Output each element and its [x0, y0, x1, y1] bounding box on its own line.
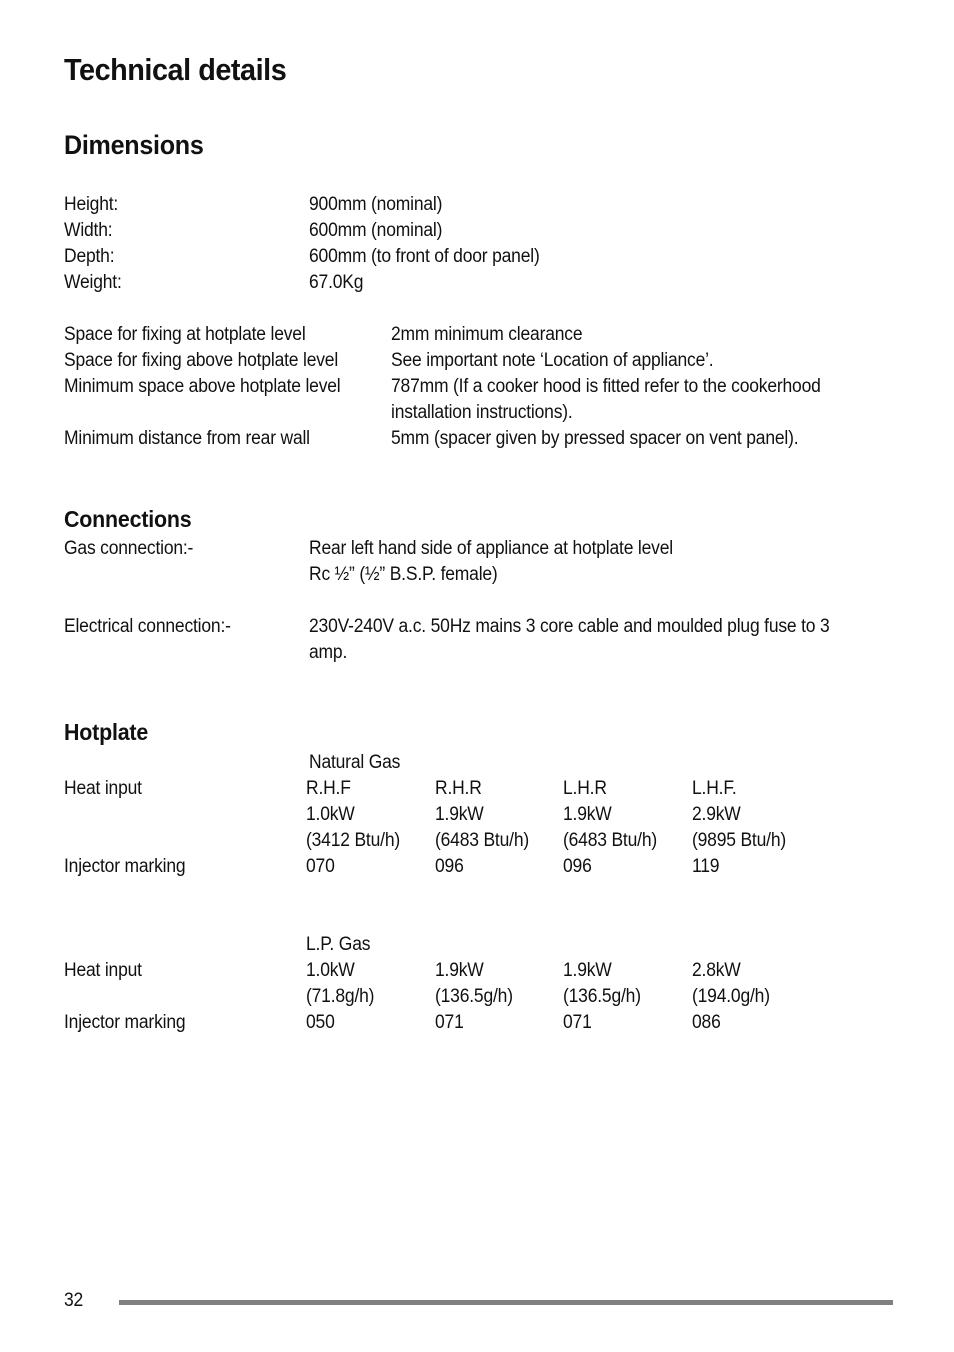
burner-kw: 1.9kW [563, 804, 612, 825]
hotplate-heading: Hotplate [64, 719, 149, 745]
depth-value: 600mm (to front of door panel) [309, 246, 540, 267]
injector-marking: 050 [306, 1012, 335, 1033]
burner-name: L.H.F. [692, 778, 737, 799]
injector-marking: 119 [692, 856, 720, 877]
burner-rate: (71.8g/h) [306, 986, 375, 1007]
burner-name: L.H.R [563, 778, 607, 799]
spacing-value: See important note ‘Location of appliance’. [391, 350, 714, 371]
burner-kw: 1.0kW [306, 804, 355, 825]
burner-btu: (3412 Btu/h) [306, 830, 400, 851]
burner-kw: 1.9kW [563, 960, 612, 981]
injector-marking: 086 [692, 1012, 721, 1033]
burner-kw: 2.9kW [692, 804, 741, 825]
burner-name: R.H.R [435, 778, 482, 799]
burner-btu: (9895 Btu/h) [692, 830, 786, 851]
injector-marking-label: Injector marking [64, 1012, 186, 1033]
gas-connection-value: Rear left hand side of appliance at hotplate level [309, 538, 673, 559]
spacing-value: 2mm minimum clearance [391, 324, 583, 345]
burner-kw: 1.0kW [306, 960, 355, 981]
injector-marking: 071 [435, 1012, 464, 1033]
weight-label: Weight: [64, 272, 122, 293]
page-number: 32 [64, 1290, 84, 1311]
depth-label: Depth: [64, 246, 115, 267]
electrical-connection-label: Electrical connection:- [64, 616, 231, 637]
spacing-label: Space for fixing at hotplate level [64, 324, 306, 345]
injector-marking-label: Injector marking [64, 856, 186, 877]
footer-rule [119, 1300, 893, 1305]
electrical-connection-value: amp. [309, 642, 348, 663]
lp-gas-title: L.P. Gas [306, 934, 371, 955]
spacing-value: 787mm (If a cooker hood is fitted refer to the cookerhood [391, 376, 821, 397]
width-label: Width: [64, 220, 113, 241]
spacing-value: 5mm (spacer given by pressed spacer on vent panel). [391, 428, 799, 449]
burner-kw: 1.9kW [435, 804, 484, 825]
spacing-label: Minimum distance from rear wall [64, 428, 310, 449]
burner-rate: (136.5g/h) [563, 986, 641, 1007]
gas-connection-label: Gas connection:- [64, 538, 194, 559]
burner-rate: (194.0g/h) [692, 986, 770, 1007]
natural-gas-title: Natural Gas [309, 752, 401, 773]
dimensions-heading: Dimensions [64, 130, 204, 160]
gas-connection-value: Rc ½” (½” B.S.P. female) [309, 564, 498, 585]
injector-marking: 071 [563, 1012, 592, 1033]
burner-kw: 2.8kW [692, 960, 741, 981]
heat-input-label: Heat input [64, 960, 142, 981]
height-label: Height: [64, 194, 119, 215]
page-title: Technical details [64, 52, 287, 87]
injector-marking: 096 [435, 856, 464, 877]
spacing-value-continued: installation instructions). [391, 402, 573, 423]
electrical-connection-value: 230V-240V a.c. 50Hz mains 3 core cable and moulded plug fuse to 3 [309, 616, 830, 637]
injector-marking: 070 [306, 856, 335, 877]
weight-value: 67.0Kg [309, 272, 364, 293]
width-value: 600mm (nominal) [309, 220, 443, 241]
injector-marking: 096 [563, 856, 592, 877]
burner-btu: (6483 Btu/h) [435, 830, 529, 851]
spacing-label: Space for fixing above hotplate level [64, 350, 339, 371]
burner-btu: (6483 Btu/h) [563, 830, 657, 851]
heat-input-label: Heat input [64, 778, 142, 799]
spacing-label: Minimum space above hotplate level [64, 376, 341, 397]
burner-rate: (136.5g/h) [435, 986, 513, 1007]
connections-heading: Connections [64, 506, 192, 532]
burner-name: R.H.F [306, 778, 351, 799]
height-value: 900mm (nominal) [309, 194, 443, 215]
burner-kw: 1.9kW [435, 960, 484, 981]
